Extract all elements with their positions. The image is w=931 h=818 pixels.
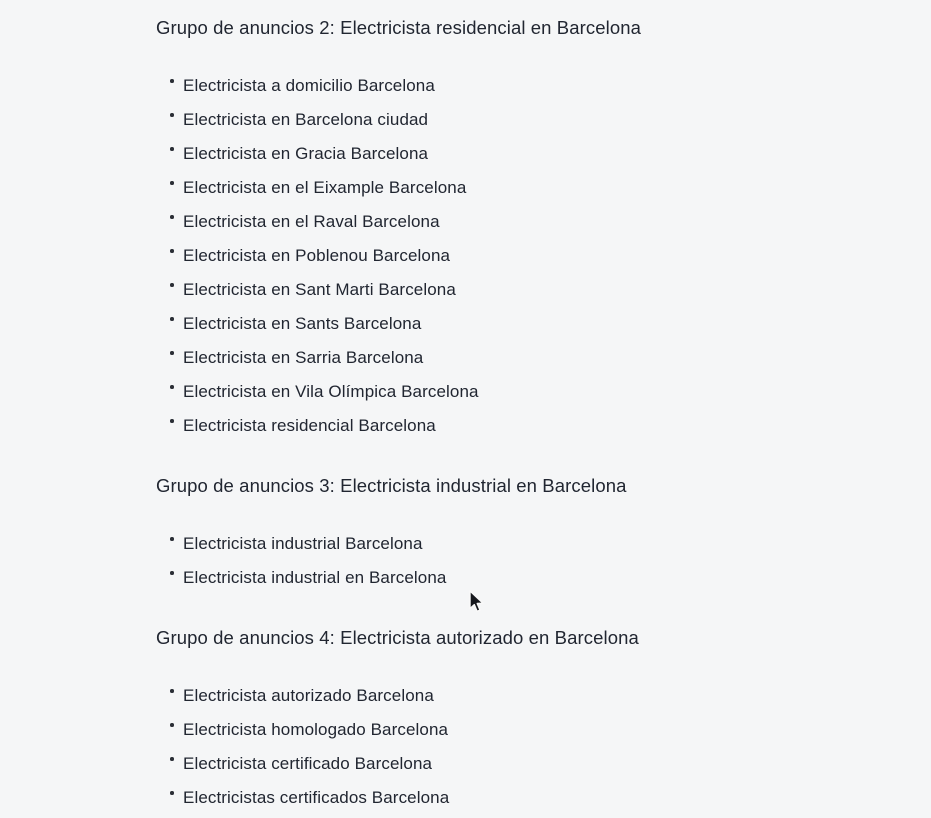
keyword-text: Electricista en Vila Olímpica Barcelona [183,382,479,401]
keyword-item [156,171,891,205]
bullet-icon [170,385,174,389]
keyword-text: Electricista en el Raval Barcelona [183,212,440,231]
keyword-text: Electricista industrial en Barcelona [183,568,447,587]
bullet-icon [170,537,174,541]
bullet-icon [170,215,174,219]
ad-group-3-title: Grupo de anuncios 3: Electricista industrial en Barcelona [156,475,627,496]
keyword-text: Electricista en Barcelona ciudad [183,110,429,129]
bullet-icon [170,283,174,287]
bullet-icon [170,79,174,83]
keyword-text: Electricista en Gracia Barcelona [183,144,429,163]
keyword-text: Electricista autorizado Barcelona [183,686,434,705]
keyword-text: Electricista en Sant Marti Barcelona [183,280,456,299]
ad-group-4-keyword-list [156,679,891,815]
keyword-item [156,103,891,137]
bullet-icon [170,317,174,321]
keyword-text: Electricista en Poblenou Barcelona [183,246,451,265]
keyword-item [156,781,891,815]
bullet-icon [170,723,174,727]
keyword-item [156,561,891,595]
ad-group-2-keyword-list [156,69,891,443]
bullet-icon [170,757,174,761]
keyword-text: Electricista industrial Barcelona [183,534,423,553]
keyword-text: Electricista homologado Barcelona [183,720,449,739]
ad-group-4-title: Grupo de anuncios 4: Electricista autorizado en Barcelona [156,627,639,648]
ad-group-section-4 [156,625,891,815]
bullet-icon [170,689,174,693]
keyword-text: Electricista en el Eixample Barcelona [183,178,467,197]
ad-group-section-3 [156,473,891,595]
bullet-icon [170,181,174,185]
ad-group-2-title: Grupo de anuncios 2: Electricista residencial en Barcelona [156,17,642,38]
bullet-icon [170,147,174,151]
keyword-item [156,239,891,273]
keyword-text: Electricistas certificados Barcelona [183,788,450,807]
keyword-text: Electricista residencial Barcelona [183,416,436,435]
bullet-icon [170,419,174,423]
keyword-item [156,679,891,713]
keyword-item [156,527,891,561]
keyword-item [156,307,891,341]
keyword-item [156,341,891,375]
keyword-item [156,747,891,781]
keyword-item [156,713,891,747]
bullet-icon [170,571,174,575]
bullet-icon [170,113,174,117]
ad-group-section-2 [156,15,891,443]
keyword-text: Electricista a domicilio Barcelona [183,76,435,95]
keyword-item [156,69,891,103]
keyword-item [156,273,891,307]
bullet-icon [170,351,174,355]
keyword-item [156,205,891,239]
ad-group-3-keyword-list [156,527,891,595]
keyword-text: Electricista en Sarria Barcelona [183,348,424,367]
keyword-item [156,137,891,171]
keyword-item [156,409,891,443]
keyword-item [156,375,891,409]
keyword-text: Electricista en Sants Barcelona [183,314,422,333]
bullet-icon [170,249,174,253]
bullet-icon [170,791,174,795]
keyword-text: Electricista certificado Barcelona [183,754,433,773]
